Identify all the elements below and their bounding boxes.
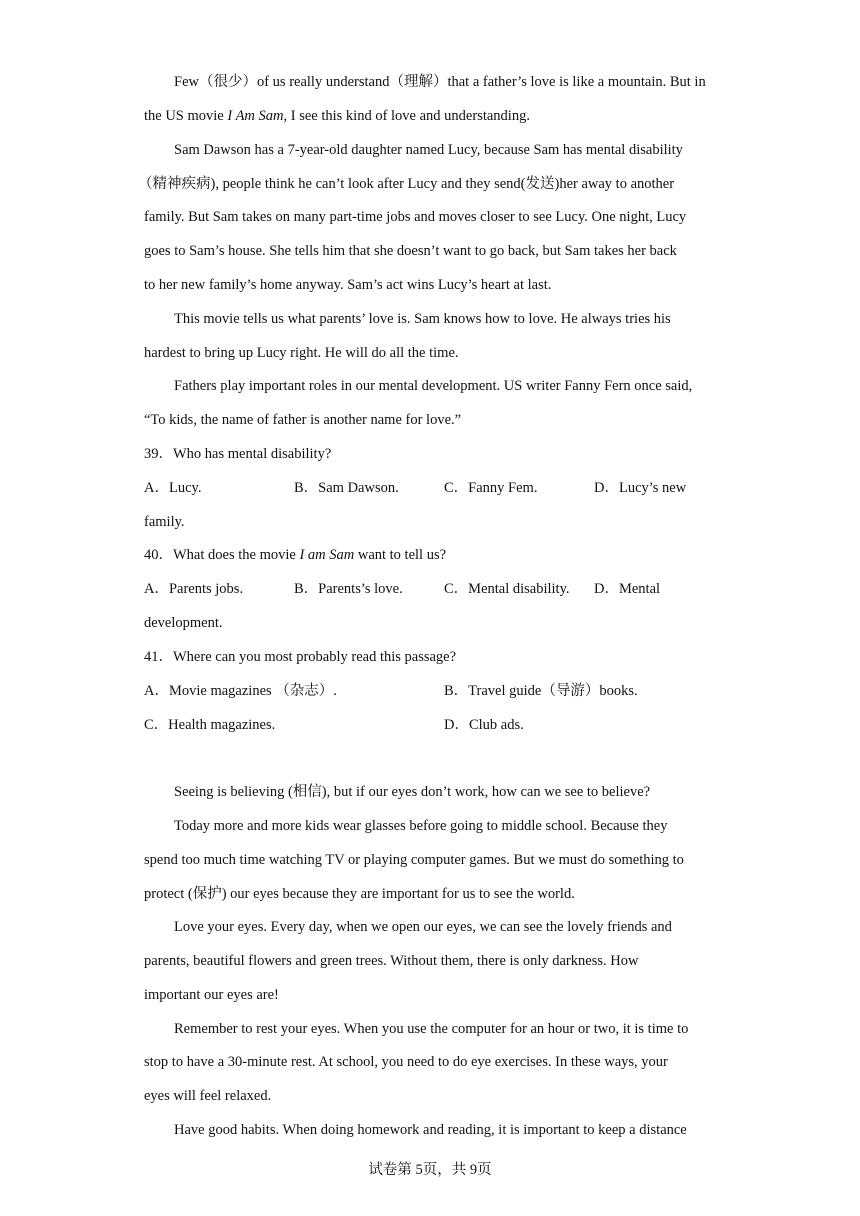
page-footer: 试卷第 5页，共 9页 — [368, 1162, 492, 1178]
question-39-option-c[interactable]: C．Fanny Fem. — [444, 480, 538, 496]
question-39-stem: 39．Who has mental disability? — [144, 446, 332, 462]
passage1-line-7: to her new family’s home anyway. Sam’s act wins Lucy’s heart at last. — [144, 277, 552, 293]
question-41-option-c[interactable]: C．Health magazines. — [144, 717, 276, 733]
passage2-line-5: Love your eyes. Every day, when we open our eyes, we can see the lovely friends and — [174, 919, 672, 935]
question-40-option-b[interactable]: B．Parents’s love. — [294, 581, 403, 597]
passage2-line-7: important our eyes are! — [144, 987, 279, 1003]
question-39-option-b[interactable]: B．Sam Dawson. — [294, 480, 399, 496]
question-39-option-a[interactable]: A．Lucy. — [144, 480, 202, 496]
passage2-line-11: Have good habits. When doing homework and reading, it is important to keep a distance — [174, 1122, 687, 1138]
movie-title: I Am Sam — [227, 108, 284, 124]
question-40-option-a[interactable]: A．Parents jobs. — [144, 581, 244, 597]
question-40-option-d[interactable]: D．Mental — [594, 581, 661, 597]
question-40-movie-title: I am Sam — [299, 547, 355, 563]
passage2-line-6: parents, beautiful flowers and green trees. Without them, there is only darkness. How — [144, 953, 639, 969]
passage1-line-1: Few（很少）of us really understand（理解）that a father’s love is like a mountain. But in — [174, 74, 706, 90]
passage2-line-3: spend too much time watching TV or playing computer games. But we must do something to — [144, 852, 684, 868]
question-41-option-a[interactable]: A．Movie magazines （杂志）. — [144, 683, 337, 699]
passage1-line-11: “To kids, the name of father is another name for love.” — [144, 412, 462, 428]
passage1-line-4: （精神疾病), people think he can’t look after Lucy and they send(发送)her away to another — [138, 176, 675, 192]
passage1-line-9: hardest to bring up Lucy right. He will do all the time. — [144, 345, 459, 361]
passage2-line-8: Remember to rest your eyes. When you use the computer for an hour or two, it is time to — [174, 1021, 689, 1037]
question-40-stem — [144, 545, 446, 565]
question-40-option-d-cont: development. — [144, 615, 223, 631]
passage2-line-2: Today more and more kids wear glasses before going to middle school. Because they — [174, 818, 668, 834]
passage1-line-3: Sam Dawson has a 7-year-old daughter named Lucy, because Sam has mental disability — [174, 142, 683, 158]
question-41-stem: 41．Where can you most probably read this passage? — [144, 649, 457, 665]
passage1-line-6: goes to Sam’s house. She tells him that she doesn’t want to go back, but Sam takes her back — [144, 243, 677, 259]
question-39-option-d-cont: family. — [144, 514, 185, 530]
passage2-line-10: eyes will feel relaxed. — [144, 1088, 272, 1104]
question-40-stem-post: want to tell us? — [354, 547, 447, 563]
passage1-line-10: Fathers play important roles in our mental development. US writer Fanny Fern once said, — [174, 378, 693, 394]
question-40-stem-pre: 40．What does the movie — [144, 547, 300, 563]
question-40-option-c[interactable]: C．Mental disability. — [444, 581, 570, 597]
passage2-line-4: protect (保护) our eyes because they are important for us to see the world. — [144, 886, 575, 902]
question-41-option-d[interactable]: D．Club ads. — [444, 717, 524, 733]
passage1-line-2-post: , I see this kind of love and understanding. — [283, 108, 530, 124]
passage1-line-2 — [144, 106, 530, 126]
passage1-line-8: This movie tells us what parents’ love is. Sam knows how to love. He always tries his — [174, 311, 671, 327]
passage2-line-1: Seeing is believing (相信), but if our eyes don’t work, how can we see to believe? — [174, 784, 651, 800]
passage1-line-5: family. But Sam takes on many part-time jobs and moves closer to see Lucy. One night, Lucy — [144, 209, 687, 225]
passage1-line-2-pre: the US movie — [144, 108, 228, 124]
passage2-line-9: stop to have a 30-minute rest. At school, you need to do eye exercises. In these ways, your — [144, 1054, 668, 1070]
question-41-option-b[interactable]: B．Travel guide（导游）books. — [444, 683, 638, 699]
question-39-option-d[interactable]: D．Lucy’s new — [594, 480, 687, 496]
